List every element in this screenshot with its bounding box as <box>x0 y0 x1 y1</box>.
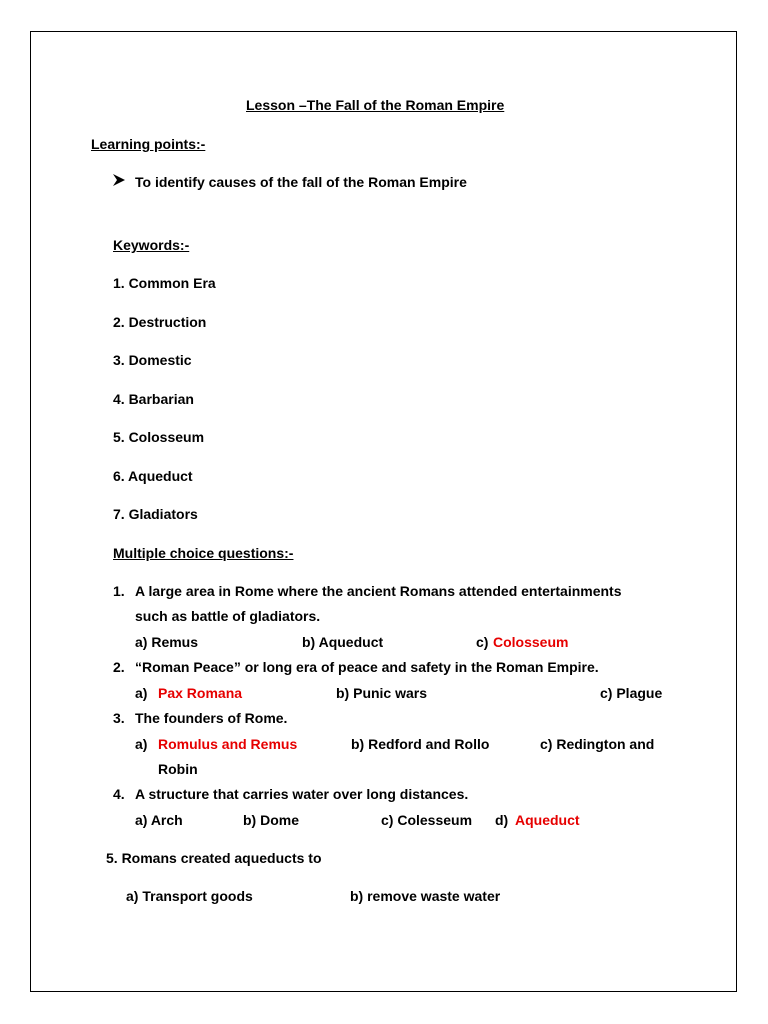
keyword-item: 1. Common Era <box>113 275 216 291</box>
option-a: a) Arch <box>135 812 183 828</box>
lesson-title: Lesson –The Fall of the Roman Empire <box>246 97 505 113</box>
option-c: c) <box>476 634 489 650</box>
option-b: b) Aqueduct <box>302 634 384 650</box>
correct-answer: Pax Romana <box>158 685 243 701</box>
option-a: a) Transport goods <box>126 888 253 904</box>
question-number: 2. <box>113 659 125 675</box>
question-number: 4. <box>113 786 125 802</box>
option-b: b) remove waste water <box>350 888 501 904</box>
arrowhead-bullet-icon <box>112 173 126 190</box>
keyword-item: 6. Aqueduct <box>113 468 193 484</box>
option-c: c) Colesseum <box>381 812 473 828</box>
option-a: a) <box>135 736 148 752</box>
option-c: c) Plague <box>600 685 663 701</box>
question-text: “Roman Peace” or long era of peace and safety in the Roman Empire. <box>135 659 599 675</box>
keyword-item: 4. Barbarian <box>113 391 194 407</box>
keyword-item: 7. Gladiators <box>113 506 198 522</box>
correct-answer: Aqueduct <box>515 812 580 828</box>
keyword-item: 3. Domestic <box>113 352 192 368</box>
option-a: a) Remus <box>135 634 199 650</box>
keywords-heading: Keywords:- <box>113 237 190 253</box>
question-number: 1. <box>113 583 125 599</box>
keyword-item: 5. Colosseum <box>113 429 205 445</box>
question-text: The founders of Rome. <box>135 710 288 726</box>
keyword-item: 2. Destruction <box>113 314 207 330</box>
option-c-continued: Robin <box>158 761 198 777</box>
option-b: b) Redford and Rollo <box>351 736 490 752</box>
option-b: b) Dome <box>243 812 299 828</box>
question-text: 5. Romans created aqueducts to <box>106 850 322 866</box>
correct-answer: Colosseum <box>493 634 569 650</box>
option-c: c) Redington and <box>540 736 655 752</box>
option-a: a) <box>135 685 148 701</box>
question-text: A large area in Rome where the ancient Romans attended entertainments <box>135 583 622 599</box>
option-d: d) <box>495 812 509 828</box>
option-b: b) Punic wars <box>336 685 428 701</box>
question-text: such as battle of gladiators. <box>135 608 321 624</box>
learning-points-heading: Learning points:- <box>91 136 206 152</box>
question-number: 3. <box>113 710 125 726</box>
correct-answer: Romulus and Remus <box>158 736 298 752</box>
mcq-heading: Multiple choice questions:- <box>113 545 294 561</box>
learning-point-item: To identify causes of the fall of the Roman Empire <box>135 174 467 190</box>
question-text: A structure that carries water over long distances. <box>135 786 469 802</box>
